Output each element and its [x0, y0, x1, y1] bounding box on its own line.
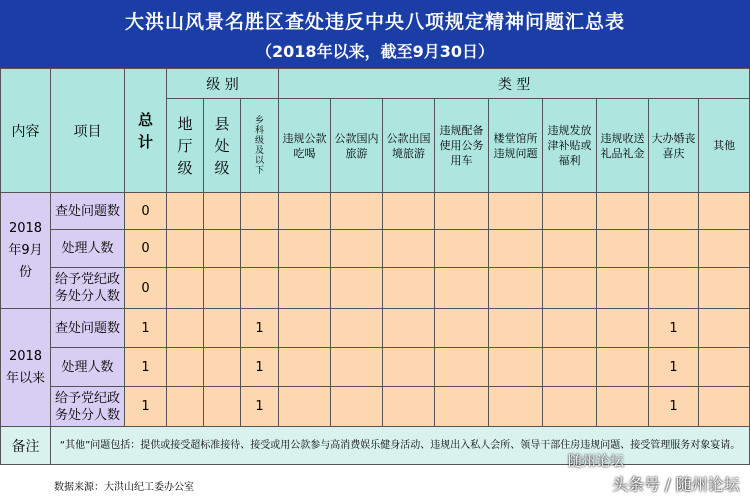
col-header-level-1: [167, 99, 204, 193]
col-header-type-5: [489, 99, 543, 193]
cell-level-2: [204, 348, 241, 387]
cell-type-2: [331, 348, 383, 387]
cell-type-5: [489, 193, 543, 230]
row-item: 处理人数: [51, 348, 125, 387]
cell-type-8: 1: [649, 348, 699, 387]
cell-type-8: [649, 230, 699, 268]
col-header-type-4-label: 违规配备使用公务用车: [439, 124, 484, 167]
cell-type-2: [331, 387, 383, 427]
cell-type-4: [435, 230, 489, 268]
cell-type-5: [489, 387, 543, 427]
row-item: 查处问题数: [51, 193, 125, 230]
cell-level-1: [167, 348, 204, 387]
row-total: 1: [125, 309, 167, 348]
col-header-type-7: [597, 99, 649, 193]
row-total: 1: [125, 387, 167, 427]
cell-type-4: [435, 309, 489, 348]
cell-type-9: [699, 348, 750, 387]
cell-type-1: [279, 309, 331, 348]
row-item-text: 给予党纪政务处分人数: [54, 272, 120, 304]
col-header-type-7-label: 违规收送礼品礼金: [600, 131, 645, 160]
cell-type-9: [699, 309, 750, 348]
cell-type-3: [383, 309, 435, 348]
cell-type-1: [279, 387, 331, 427]
cell-type-8: [649, 268, 699, 309]
cell-level-2: [204, 268, 241, 309]
cell-level-2: [204, 387, 241, 427]
cell-type-4: [435, 268, 489, 309]
col-header-total: [125, 69, 167, 193]
cell-level-3: 1: [241, 348, 279, 387]
cell-type-3: [383, 387, 435, 427]
col-header-type-5-label: 楼堂馆所违规问题: [493, 131, 538, 160]
row-item-text: 给予党纪政务处分人数: [54, 390, 120, 423]
cell-type-3: [383, 193, 435, 230]
col-header-type-2: [331, 99, 383, 193]
title-band: [0, 0, 750, 68]
cell-level-2: [204, 230, 241, 268]
col-header-type-1-label: 违规公款吃喝: [282, 131, 327, 160]
cell-level-1: [167, 387, 204, 427]
col-header-type-group: 类 型: [279, 69, 750, 99]
cell-type-6: [543, 387, 597, 427]
cell-level-1: [167, 193, 204, 230]
col-header-type-3-label: 公款出国境旅游: [386, 131, 431, 160]
row-total: 0: [125, 230, 167, 268]
cell-type-2: [331, 230, 383, 268]
row-item: 查处问题数: [51, 309, 125, 348]
cell-type-5: [489, 268, 543, 309]
cell-type-1: [279, 193, 331, 230]
cell-type-2: [331, 268, 383, 309]
cell-type-6: [543, 309, 597, 348]
cell-type-6: [543, 268, 597, 309]
section-label-month-text: 2018年9月份: [8, 220, 43, 280]
section-label-ytd-text: 2018年以来: [5, 348, 45, 386]
cell-type-7: [597, 230, 649, 268]
cell-type-7: [597, 348, 649, 387]
cell-type-3: [383, 348, 435, 387]
col-header-type-3: [383, 99, 435, 193]
cell-type-1: [279, 268, 331, 309]
row-total: 1: [125, 348, 167, 387]
cell-type-5: [489, 230, 543, 268]
watermark-line-2: 头条号 / 随州论坛: [612, 475, 740, 494]
cell-level-1: [167, 230, 204, 268]
col-header-type-4: [435, 99, 489, 193]
cell-type-5: [489, 348, 543, 387]
row-item: [51, 387, 125, 427]
col-header-content: 内容: [1, 69, 51, 193]
watermark-line-1: 随州论坛: [568, 454, 624, 470]
section-label-ytd: [1, 309, 51, 427]
cell-type-8: 1: [649, 387, 699, 427]
row-item: [51, 268, 125, 309]
col-header-level-3-label: 乡科级及以下: [255, 115, 265, 176]
cell-type-4: [435, 193, 489, 230]
col-header-level-3: [241, 99, 279, 193]
cell-type-5: [489, 309, 543, 348]
cell-type-9: [699, 230, 750, 268]
cell-type-9: [699, 268, 750, 309]
cell-type-4: [435, 348, 489, 387]
col-header-level-1-label: 地厅级: [177, 114, 193, 177]
cell-level-1: [167, 268, 204, 309]
col-header-type-1: [279, 99, 331, 193]
cell-type-8: 1: [649, 309, 699, 348]
col-header-type-8: [649, 99, 699, 193]
cell-type-7: [597, 193, 649, 230]
note-text: “其他”问题包括：提供或接受超标准接待、接受或用公款参与高消费娱乐健身活动、违规出入私人会所、领导干部住房违规问题、接受管理服务对象宴请。: [51, 427, 750, 465]
cell-level-3: 1: [241, 387, 279, 427]
cell-level-2: [204, 193, 241, 230]
cell-type-7: [597, 268, 649, 309]
col-header-level-2-label: 县处级: [214, 114, 230, 177]
col-header-level-2: [204, 99, 241, 193]
cell-type-8: [649, 193, 699, 230]
col-header-type-6: [543, 99, 597, 193]
note-label: 备注: [1, 427, 51, 465]
cell-type-3: [383, 268, 435, 309]
col-header-total-label: 总计: [137, 110, 153, 151]
row-total: 0: [125, 193, 167, 230]
cell-type-4: [435, 387, 489, 427]
cell-type-2: [331, 193, 383, 230]
col-header-type-8-label: 大办婚丧喜庆: [651, 131, 696, 160]
col-header-type-9: 其他: [699, 99, 750, 193]
cell-type-1: [279, 348, 331, 387]
cell-type-3: [383, 230, 435, 268]
cell-type-1: [279, 230, 331, 268]
summary-table: [0, 68, 750, 465]
cell-level-1: [167, 309, 204, 348]
col-header-project: 项目: [51, 69, 125, 193]
cell-level-3: [241, 230, 279, 268]
cell-type-6: [543, 193, 597, 230]
cell-level-2: [204, 309, 241, 348]
cell-type-6: [543, 230, 597, 268]
section-label-month: [1, 193, 51, 309]
col-header-type-6-label: 违规发放津补贴或福利: [547, 124, 592, 167]
data-source: 数据来源：大洪山纪工委办公室: [54, 482, 194, 493]
cell-type-9: [699, 193, 750, 230]
col-header-level-group: 级 别: [167, 69, 279, 99]
row-total: 0: [125, 268, 167, 309]
page-subtitle: （2018年以来，截至9月30日）: [256, 42, 494, 61]
cell-level-3: 1: [241, 309, 279, 348]
cell-type-9: [699, 387, 750, 427]
cell-level-3: [241, 268, 279, 309]
cell-level-3: [241, 193, 279, 230]
page-title: 大洪山风景名胜区查处违反中央八项规定精神问题汇总表: [124, 11, 625, 33]
cell-type-7: [597, 309, 649, 348]
row-item: 处理人数: [51, 230, 125, 268]
cell-type-7: [597, 387, 649, 427]
cell-type-6: [543, 348, 597, 387]
col-header-type-2-label: 公款国内旅游: [334, 131, 379, 160]
cell-type-2: [331, 309, 383, 348]
